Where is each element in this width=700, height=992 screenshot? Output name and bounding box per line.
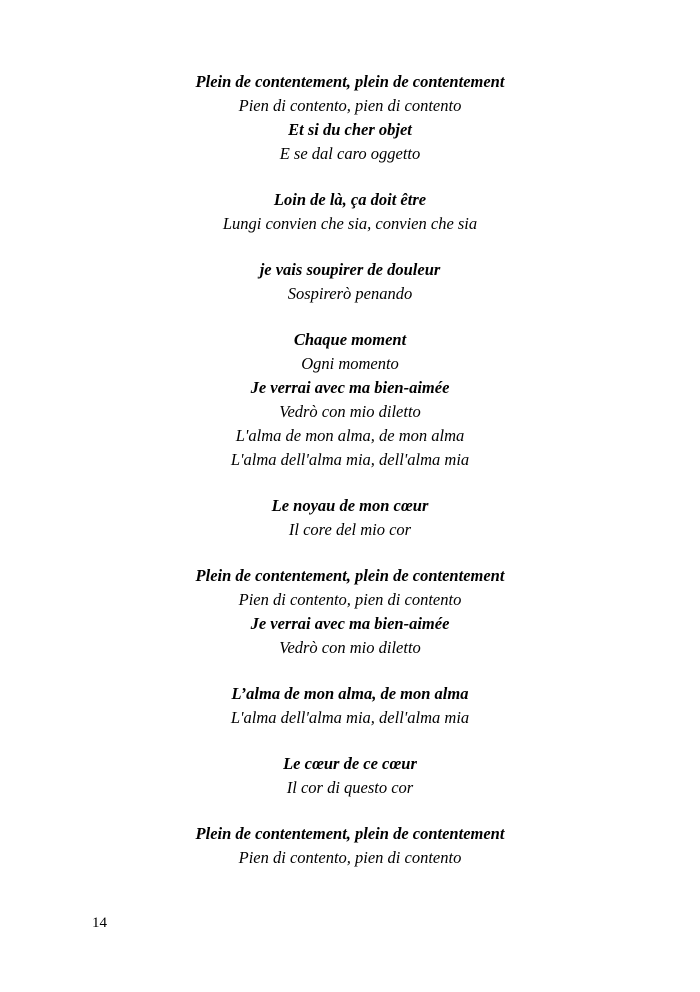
stanza [0, 822, 700, 870]
lyric-line-french: Je verrai avec ma bien-aimée [250, 614, 450, 633]
lyric-line-italian: Vedrò con mio diletto [279, 402, 421, 421]
stanza [0, 188, 700, 236]
stanza [0, 258, 700, 306]
lyric-line-french: Plein de contentement, plein de contentement [195, 566, 505, 585]
stanza [0, 752, 700, 800]
lyric-line-italian: E se dal caro oggetto [279, 144, 421, 163]
lyric-line-italian: Ogni momento [301, 354, 399, 373]
lyric-line-italian: Lungi convien che sia, convien che sia [222, 214, 478, 233]
stanza [0, 70, 700, 166]
lyric-line-french: L’alma de mon alma, de mon alma [231, 684, 469, 703]
stanza [0, 564, 700, 660]
page-number: 14 [92, 915, 107, 931]
stanza [0, 682, 700, 730]
lyric-line-italian: L'alma dell'alma mia, dell'alma mia [230, 708, 470, 727]
lyric-line-french: Le cœur de ce cœur [283, 754, 417, 773]
lyrics-body [0, 70, 700, 870]
lyric-line-italian: Pien di contento, pien di contento [238, 96, 462, 115]
lyric-line-french: Plein de contentement, plein de contentement [195, 824, 505, 843]
lyric-line-italian: Pien di contento, pien di contento [238, 848, 462, 867]
lyric-line-italian: L'alma de mon alma, de mon alma [235, 426, 465, 445]
lyric-line-italian: Sospirerò penando [287, 284, 413, 303]
lyric-line-french: Chaque moment [293, 330, 407, 349]
stanza [0, 328, 700, 472]
lyric-line-italian: Pien di contento, pien di contento [238, 590, 462, 609]
stanza [0, 494, 700, 542]
lyric-line-italian: L'alma dell'alma mia, dell'alma mia [230, 450, 470, 469]
lyric-line-french: Et si du cher objet [288, 120, 412, 139]
lyric-line-italian: Vedrò con mio diletto [279, 638, 421, 657]
lyric-line-french: Plein de contentement, plein de contentement [195, 72, 505, 91]
lyric-line-french: Je verrai avec ma bien-aimée [250, 378, 450, 397]
lyric-line-italian: Il cor di questo cor [286, 778, 414, 797]
lyric-line-french: Loin de là, ça doit être [273, 190, 427, 209]
lyric-line-french: Le noyau de mon cœur [271, 496, 429, 515]
lyric-line-italian: Il core del mio cor [288, 520, 412, 539]
lyric-line-french: je vais soupirer de douleur [259, 260, 441, 279]
